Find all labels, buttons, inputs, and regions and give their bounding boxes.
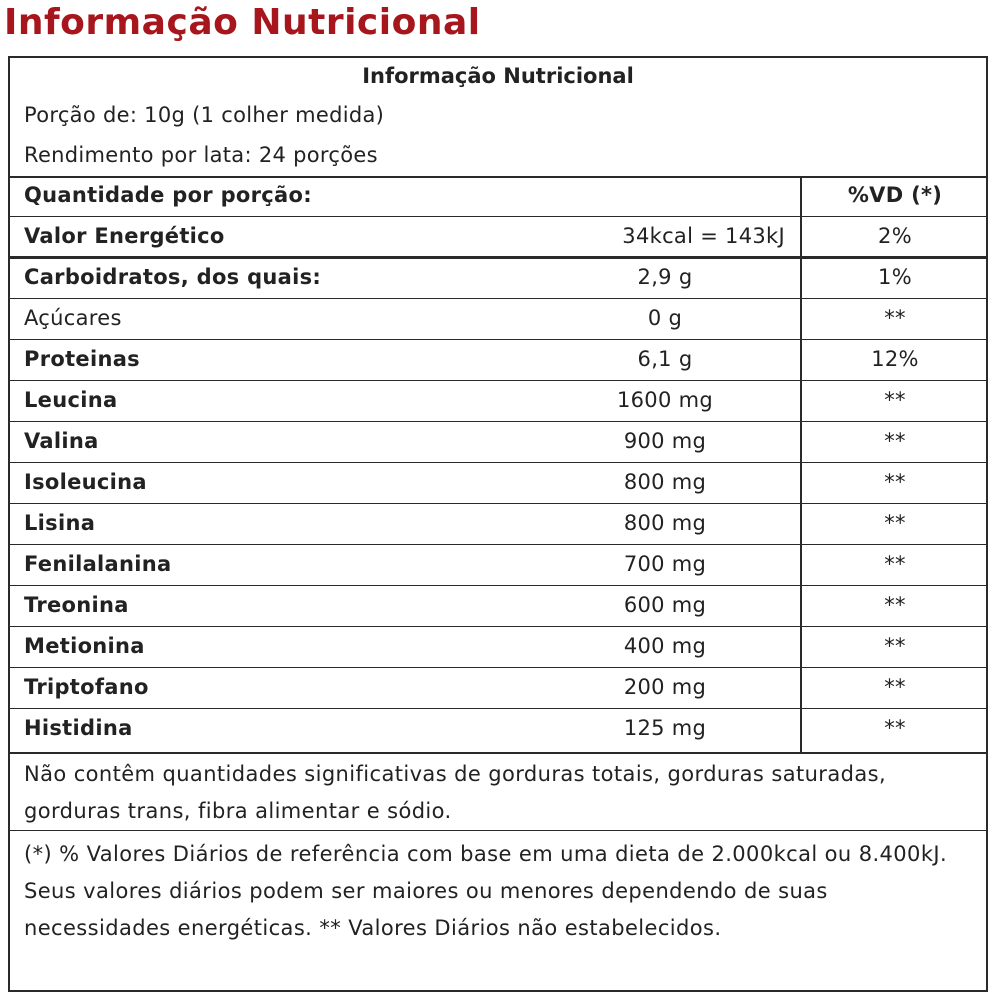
nutrient-vd: 12% bbox=[871, 347, 919, 371]
nutrient-quantity: 700 mg bbox=[623, 552, 707, 576]
table-row bbox=[10, 545, 986, 585]
table-row bbox=[10, 381, 986, 421]
divider bbox=[10, 830, 986, 831]
nutrient-quantity: 125 mg bbox=[623, 716, 707, 740]
table-row bbox=[10, 586, 986, 626]
table-row bbox=[10, 422, 986, 462]
portion-size: Porção de: 10g (1 colher medida) bbox=[24, 103, 385, 127]
nutrient-quantity: 0 g bbox=[647, 306, 683, 330]
nutrient-vd: ** bbox=[884, 552, 906, 576]
nutrient-name: Triptofano bbox=[24, 675, 149, 699]
nutrient-name: Fenilalanina bbox=[24, 552, 172, 576]
page-title: Informação Nutricional bbox=[4, 2, 481, 43]
table-row bbox=[10, 258, 986, 298]
nutrient-vd: ** bbox=[884, 470, 906, 494]
nutrient-vd: ** bbox=[884, 511, 906, 535]
nutrient-quantity: 2,9 g bbox=[637, 265, 693, 289]
nutrient-vd: ** bbox=[884, 716, 906, 740]
nutrient-name: Açúcares bbox=[24, 306, 122, 330]
nutrient-quantity: 1600 mg bbox=[616, 388, 713, 412]
table-row bbox=[10, 668, 986, 708]
nutrient-name: Isoleucina bbox=[24, 470, 147, 494]
nutrient-name: Lisina bbox=[24, 511, 96, 535]
table-row bbox=[10, 504, 986, 544]
table-row bbox=[10, 627, 986, 667]
nutrient-name: Carboidratos, dos quais: bbox=[24, 265, 322, 289]
nutrient-name: Proteinas bbox=[24, 347, 140, 371]
quantity-per-portion-header: Quantidade por porção: bbox=[24, 183, 312, 207]
nutrient-quantity: 200 mg bbox=[623, 675, 707, 699]
nutrient-quantity: 600 mg bbox=[623, 593, 707, 617]
divider bbox=[10, 752, 986, 754]
nutrient-vd: ** bbox=[884, 675, 906, 699]
energy-value: 34kcal = 143kJ bbox=[622, 224, 785, 248]
table-row bbox=[10, 340, 986, 380]
nutrient-quantity: 800 mg bbox=[623, 470, 707, 494]
nutrient-quantity: 400 mg bbox=[623, 634, 707, 658]
nutrient-name: Metionina bbox=[24, 634, 145, 658]
nutrient-name: Treonina bbox=[24, 593, 129, 617]
vd-header: %VD (*) bbox=[847, 183, 943, 207]
nutrient-vd: ** bbox=[884, 634, 906, 658]
nutrient-name: Leucina bbox=[24, 388, 118, 412]
nutrient-vd: ** bbox=[884, 306, 906, 330]
table-title: Informação Nutricional bbox=[362, 64, 634, 88]
table-row bbox=[10, 709, 986, 749]
servings-per-container: Rendimento por lata: 24 porções bbox=[24, 143, 378, 167]
nutrition-facts-table bbox=[8, 56, 988, 992]
nutrient-vd: ** bbox=[884, 388, 906, 412]
nutrient-vd: ** bbox=[884, 593, 906, 617]
nutrient-quantity: 800 mg bbox=[623, 511, 707, 535]
table-row bbox=[10, 299, 986, 339]
energy-row bbox=[10, 217, 986, 257]
nutrient-note: Não contêm quantidades significativas de gorduras totais, gorduras saturadas, gorduras trans, fibra alimentar e sódio. bbox=[24, 762, 887, 823]
energy-label: Valor Energético bbox=[24, 224, 225, 248]
nutrient-quantity: 6,1 g bbox=[637, 347, 693, 371]
nutrient-vd: 1% bbox=[878, 265, 912, 289]
energy-vd: 2% bbox=[878, 224, 912, 248]
nutrient-name: Valina bbox=[24, 429, 99, 453]
vd-footnote: (*) % Valores Diários de referência com base em uma dieta de 2.000kcal ou 8.400kJ. Seus valores diários podem ser maiores ou menores dependendo de suas necessidades energéticas. ** Valores Diários não estabelecidos. bbox=[24, 842, 948, 940]
nutrient-quantity: 900 mg bbox=[623, 429, 707, 453]
column-divider bbox=[800, 176, 802, 752]
nutrient-name: Histidina bbox=[24, 716, 133, 740]
header-row bbox=[10, 176, 986, 216]
nutrient-vd: ** bbox=[884, 429, 906, 453]
table-row bbox=[10, 463, 986, 503]
